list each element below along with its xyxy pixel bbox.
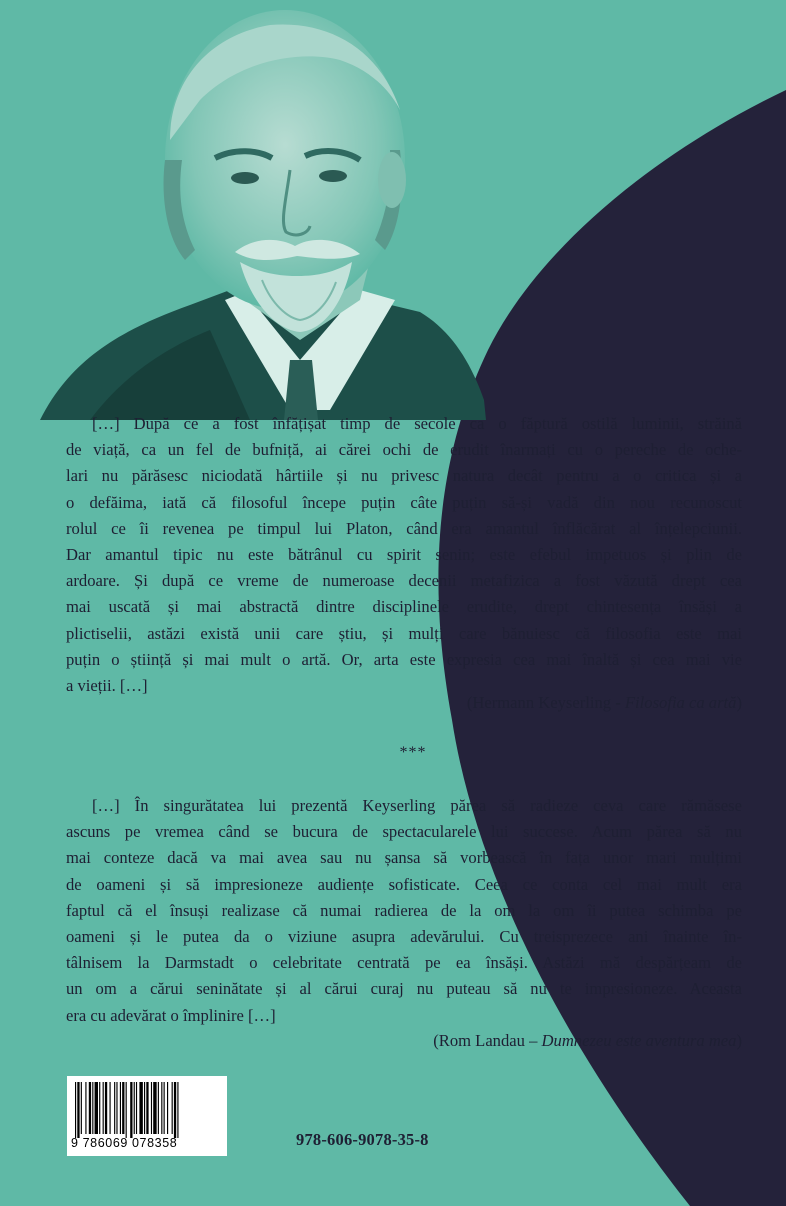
quote1-line: rolul ce îi revenea pe timpul lui Platon, când era amantul înflăcărat al înțelepciunii.: [66, 518, 742, 538]
quote2-attribution: [433, 1031, 742, 1051]
quote1-attribution: [467, 693, 742, 713]
barcode-bar: [89, 1082, 91, 1134]
quote1-attribution-title: Filosofia ca artă: [624, 693, 737, 712]
barcode-bar: [177, 1082, 178, 1138]
quote1-line: Dar amantul tipic nu este bătrânul cu spirit senin; este efebul impetuos și plin de: [66, 545, 742, 565]
barcode-bar: [99, 1082, 100, 1134]
barcode-bar: [164, 1082, 165, 1134]
quote1-line: puțin o știință și mai mult o artă. Or, arta este expresia cea mai înaltă și cea mai vie: [66, 649, 742, 669]
quote2-line: faptul că el însuși realizase că numai radierea de la om la om îi putea schimba pe: [66, 900, 742, 920]
barcode-bar: [122, 1082, 124, 1134]
quote2-line: mai conteze dacă va mai avea sau nu șansa să vorbească în fața unor mari mulțimi: [66, 848, 742, 868]
barcode-bar: [167, 1082, 168, 1134]
quote2-line: tâlnisem la Darmstadt o celebritate centrată pe ea însăși. Astăzi mă despărțeam de: [66, 953, 742, 973]
barcode-bar: [103, 1082, 104, 1134]
barcode-bar: [85, 1082, 86, 1134]
barcode-bar: [105, 1082, 107, 1134]
barcode-bar: [126, 1082, 127, 1138]
portrait-eye-right: [319, 170, 347, 182]
barcode-bar: [81, 1082, 82, 1134]
quote1-line: mai uscată și mai abstractă dintre disciplinele erudite, drept chintesența însăși a: [66, 597, 742, 617]
quote1-line: lari nu părăsesc niciodată hârtiile și nu privesc natura decât pentru a o critica și a: [66, 466, 742, 486]
quote2-line: un om a cărui seninătate și al cărui curaj nu puteau să nu te impresioneze. Aceasta: [66, 979, 742, 999]
quote1-line: de viață, ca un fel de bufniță, ai cărei ochi de erudit înarmați cu o pereche de oche-: [66, 440, 742, 460]
barcode-bar: [158, 1082, 159, 1134]
barcode-digits: 9 786069 078358: [71, 1136, 178, 1150]
quote2-line: de oameni și să impresioneze audiențe sofisticate. Ceea ce conta cel mai mult era: [66, 874, 742, 894]
quote1-line: o defăima, iată că filosoful începe puțin câte puțin să-și vadă din nou recunoscut: [66, 492, 742, 512]
quote2-attribution-close: ): [736, 1031, 742, 1050]
quote1-line: a vieții. […]: [66, 676, 148, 696]
barcode-bar: [139, 1082, 142, 1134]
barcode-bar: [120, 1082, 121, 1134]
barcode-bar: [136, 1082, 137, 1134]
quote2-attribution-author: (Rom Landau –: [433, 1031, 542, 1050]
portrait-eye-left: [231, 172, 259, 184]
barcode-bar: [92, 1082, 93, 1134]
barcode-bar: [146, 1082, 148, 1134]
quote1-line: […] După ce a fost înfățișat timp de secole ca o făptură ostilă luminii, străină: [92, 414, 742, 433]
barcode-bar: [114, 1082, 115, 1134]
quote-keyserling: [66, 411, 742, 699]
quote1-line: plictiselii, astăzi există unii care știu, și mulți care bănuiesc că filosofia este mai: [66, 623, 742, 643]
barcode-bar: [153, 1082, 156, 1134]
barcode-bar: [110, 1082, 111, 1134]
barcode-bar: [172, 1082, 173, 1134]
quote1-line: ardoare. Și după ce vreme de numeroase decenii metafizica a fost văzută drept cea: [66, 571, 742, 591]
barcode-bar: [174, 1082, 176, 1138]
barcode-bar: [130, 1082, 132, 1138]
quote2-line: oameni și le putea da o viziune asupra adevărului. Cu treisprezece ani înainte în-: [66, 927, 742, 947]
barcode-bar: [144, 1082, 145, 1134]
barcode-bar: [75, 1082, 76, 1138]
quote-landau: [66, 793, 742, 1029]
quote2-attribution-title: Dumnezeu este aventura mea: [541, 1031, 737, 1050]
quote1-attribution-author: (Hermann Keyserling -: [466, 693, 625, 712]
isbn-barcode: [67, 1076, 227, 1156]
isbn-number: 978-606-9078-35-8: [296, 1130, 429, 1149]
barcode-bar: [161, 1082, 162, 1134]
quote1-attribution-close: ): [736, 693, 742, 712]
barcode-bar: [116, 1082, 117, 1134]
barcode-bar: [77, 1082, 79, 1138]
author-portrait: [0, 0, 786, 420]
quote2-line: era cu adevărat o împlinire […]: [66, 1005, 276, 1025]
section-separator: ***: [399, 744, 427, 761]
barcode-bar: [134, 1082, 135, 1134]
quote2-line: […] În singurătatea lui prezentă Keyserling părea să radieze ceva care rămăsese: [92, 796, 742, 815]
barcode-bar: [95, 1082, 98, 1134]
barcode-bar: [151, 1082, 152, 1134]
quote2-line: ascuns pe vremea când se bucura de spectacularele lui succese. Acum părea să nu: [66, 822, 742, 842]
